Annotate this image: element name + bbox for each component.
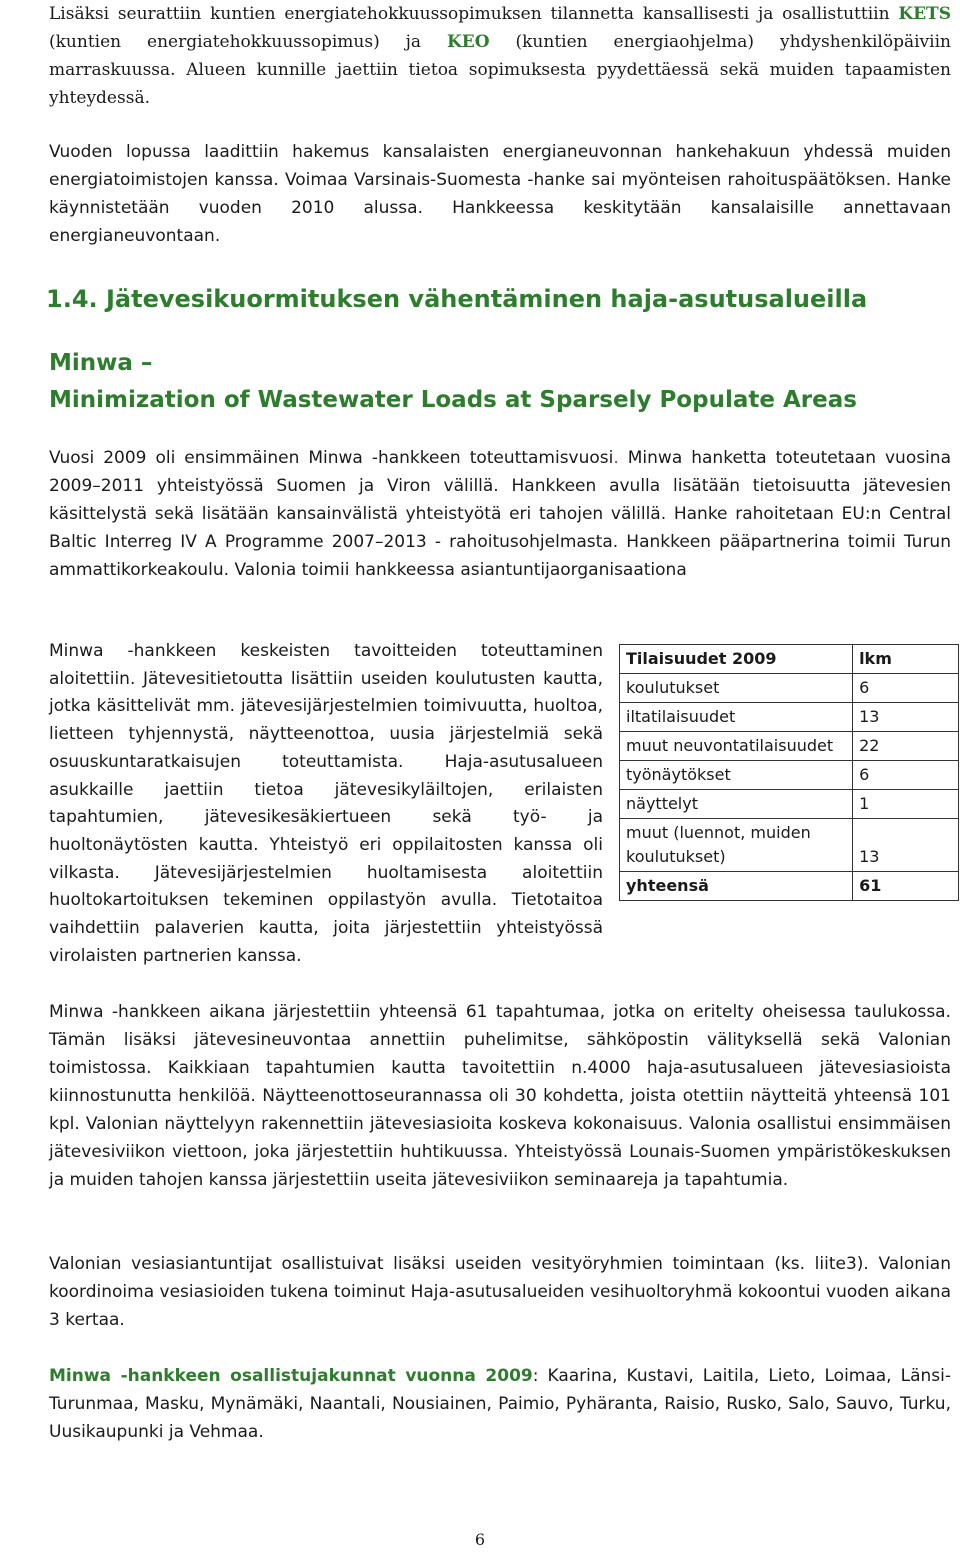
table-cell: iltatilaisuudet [620,703,853,732]
summary-paragraph: Minwa -hankkeen aikana järjestettiin yhteensä 61 tapahtumaa, jotka on eritelty oheisessa taulukossa. Tämän lisäksi jätevesineuvontaa annettiin puhelimitse, sähköpostin välityksellä sekä Valonian toimistossa. Kaikkiaan tapahtumien kautta tavoitettiin n.4000 haja-asutusalueen jätevesiasioista kiinnostunutta henkilöä. Näytteenottoseurannassa oli 30 kohdetta, joista otettiin näytteitä yhteensä 101 kpl. Valonian näyttelyyn rakennettiin jätevesiasioita koskeva kokonaisuus. Valonia osallistui ensimmäisen jätevesiviikon viettoon, joka järjestettiin huhtikuussa. Yhteistyössä Lounais-Suomen ympäristökeskuksen ja muiden tahojen kanssa järjestettiin useita jätevesiviikon seminaareja ja tapahtumia. [49,1002,951,1190]
table-row [620,674,959,703]
table-row [620,732,959,761]
table-cell: 22 [853,732,959,761]
section-heading: 1.4. Jätevesikuormituksen vähentäminen haja-asutusalueilla [46,285,868,313]
intro-text-a: Lisäksi seurattiin kuntien energiatehokkuussopimuksen tilannetta kansallisesti ja osallistuttiin [49,4,899,24]
table-header-cell: lkm [853,645,959,674]
subtitle-line-2: Minimization of Wastewater Loads at Sparsely Populate Areas [49,387,857,413]
subtitle-line-1: Minwa – [49,350,153,376]
table-cell: koulutukset [620,674,853,703]
project-subtitle [49,345,857,419]
table-cell: 6 [853,674,959,703]
municipalities-colon: : [532,1366,539,1386]
municipalities-label: Minwa -hankkeen osallistujakunnat vuonna 2009 [49,1366,533,1386]
table-row [620,761,959,790]
intro-paragraph [49,0,951,112]
table-cell: 1 [853,790,959,819]
table-cell: muut (luennot, muiden koulutukset) [620,819,853,872]
page-number: 6 [474,1530,486,1549]
table-total-cell: 61 [853,872,959,901]
intro-text-b: (kuntien energiatehokkuussopimus) ja [49,32,447,52]
table-cell: 6 [853,761,959,790]
table-row [620,703,959,732]
keo-term: KEO [447,32,490,52]
intro-text-c: (kuntien energiaohjelma) yhdyshenkilöpäiviin marraskuussa. [49,32,951,80]
kets-term: KETS [898,4,951,24]
minwa-intro-paragraph [49,444,951,584]
table-row [620,819,959,872]
minwa-text-a: Vuosi 2009 oli ensimmäinen Minwa -hankkeen toteuttamisvuosi [49,448,614,468]
table-cell: 13 [853,819,959,872]
experts-paragraph: Valonian vesiasiantuntijat osallistuivat lisäksi useiden vesityöryhmien toimintaan (ks. liite3). Valonian koordinoima vesiasioiden tukena toiminut Haja-asutusalueiden vesihuoltoryhmä kokoontui vuoden aikana 3 kertaa. [49,1254,951,1330]
table-row [620,790,959,819]
table-header-cell: Tilaisuudet 2009 [620,645,853,674]
goals-paragraph: Minwa -hankkeen keskeisten tavoitteiden toteuttaminen aloitettiin. Jätevesitietoutta lisättiin useiden koulutusten kautta, jotka käsittelivät mm. jätevesijärjestelmien toimivuutta, huoltoa, lietteen tyhjennystä, näytteenottoa, uusia järjestelmiä sekä osuuskuntaratkaisujen toteuttamista. Haja-asutusalueen asukkaille jaettiin tietoa jätevesikyläiltojen, erilaisten tapahtumien, jätevesikesäkiertueen sekä työ- ja huoltonäytösten kautta. Yhteistyö eri oppilaitosten kanssa oli vilkasta. Jätevesijärjestelmien huoltamisesta aloitettiin huoltokartoituksen tekeminen oppilastyön avulla. Tietotaitoa vaihdettiin palaverien kautta, joita järjestettiin yhteistyössä virolaisten partnerien kanssa. [49,641,603,966]
table-cell: 13 [853,703,959,732]
table-header-row [620,645,959,674]
table-cell: työnäytökset [620,761,853,790]
municipalities-paragraph [49,1362,951,1446]
table-cell: muut neuvontatilaisuudet [620,732,853,761]
energy-advice-paragraph: Vuoden lopussa laadittiin hakemus kansalaisten energianeuvonnan hankehakuun yhdessä muiden energiatoimistojen kanssa. Voimaa Varsinais-Suomesta -hanke sai myönteisen rahoituspäätöksen. Hanke käynnistetään vuoden 2010 alussa. Hankkeessa keskitytään kansalaisille annettavaan energianeuvontaan. [49,142,951,246]
minwa-dot: . [613,448,619,468]
table-cell: näyttelyt [620,790,853,819]
table-total-cell: yhteensä [620,872,853,901]
municipalities-list: Kaarina, Kustavi, Laitila, Lieto, Loimaa, Länsi-Turunmaa, Masku, Mynämäki, Naantali, Nousiainen, Paimio, Pyhäranta, Raisio, Rusko, Salo, Sauvo, Turku, Uusikaupunki ja Vehmaa. [49,1366,951,1442]
intro-text-d: Alueen kunnille jaettiin tietoa sopimuksesta pyydettäessä sekä muiden tapaamisten yhteydessä. [49,60,951,108]
table-total-row [620,872,959,901]
events-table [619,644,959,901]
minwa-text-b: Minwa hanketta toteutetaan vuosina 2009–2011 yhteistyössä Suomen ja Viron välillä. Hankkeen avulla lisätään tietoisuutta jätevesien käsittelystä sekä lisätään kansainvälistä yhteistyötä eri tahojen välillä. Hanke rahoitetaan EU:n Central Baltic Interreg IV A Programme 2007–2013 - rahoitusohjelmasta. Hankkeen pääpartnerina toimii Turun ammattikorkeakoulu. Valonia toimii hankkeessa asiantuntijaorganisaationa [49,448,951,580]
